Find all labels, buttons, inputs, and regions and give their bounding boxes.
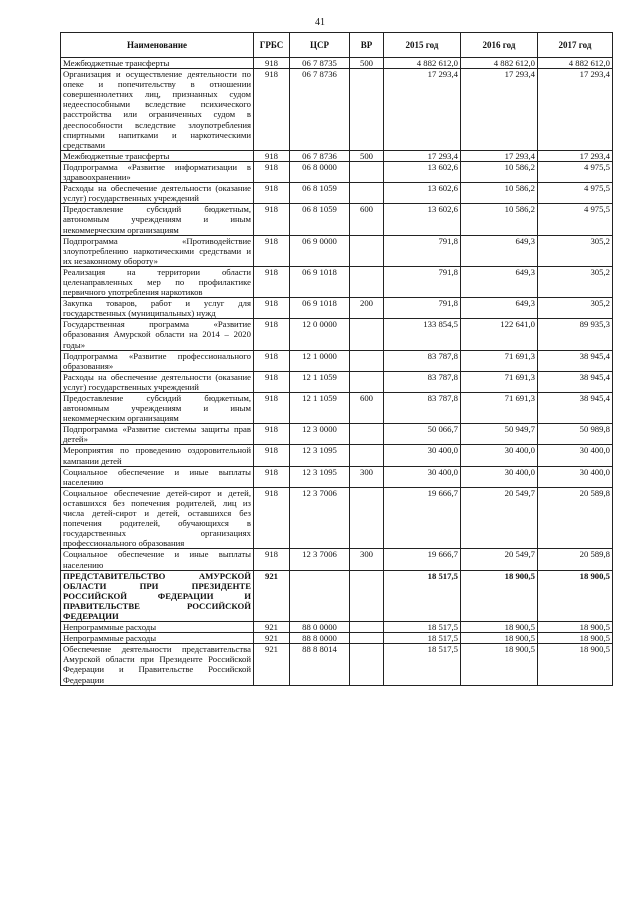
cell-csr: 06 8 1059 <box>290 204 350 235</box>
cell-name: Социальное обеспечение детей-сирот и детей, оставшихся без попечения родителей, лиц из числа детей-сирот и детей, оставшихся без попечения родителей, обучающихся в государственных организациях профессионального образования <box>61 487 254 549</box>
cell-2017: 17 293,4 <box>538 150 613 161</box>
cell-csr: 12 1 1059 <box>290 393 350 424</box>
cell-name: Расходы на обеспечение деятельности (оказание услуг) государственных учреждений <box>61 371 254 392</box>
cell-2015: 18 517,5 <box>384 633 461 644</box>
table-row <box>61 371 613 392</box>
cell-2016: 18 900,5 <box>461 570 538 621</box>
table-row <box>61 622 613 633</box>
cell-grbs: 918 <box>254 319 290 350</box>
cell-vr <box>350 319 384 350</box>
cell-2017: 30 400,0 <box>538 466 613 487</box>
cell-name: Подпрограмма «Развитие профессионального образования» <box>61 350 254 371</box>
header-grbs: ГРБС <box>254 33 290 58</box>
cell-csr: 88 8 0000 <box>290 633 350 644</box>
cell-name: ПРЕДСТАВИТЕЛЬСТВО АМУРСКОЙ ОБЛАСТИ ПРИ ПРЕЗИДЕНТЕ РОССИЙСКОЙ ФЕДЕРАЦИИ И ПРАВИТЕЛЬСТВЕ РОССИЙСКОЙ ФЕДЕРАЦИИ <box>61 570 254 621</box>
cell-vr <box>350 69 384 151</box>
cell-grbs: 918 <box>254 549 290 570</box>
cell-2016: 71 691,3 <box>461 350 538 371</box>
table-row <box>61 350 613 371</box>
cell-2015: 13 602,6 <box>384 183 461 204</box>
cell-2017: 18 900,5 <box>538 644 613 685</box>
cell-2015: 83 787,8 <box>384 350 461 371</box>
cell-vr <box>350 161 384 182</box>
cell-name: Предоставление субсидий бюджетным, автономным учреждениям и иным некоммерческим организациям <box>61 393 254 424</box>
cell-2017: 305,2 <box>538 266 613 297</box>
table-row <box>61 266 613 297</box>
cell-vr <box>350 633 384 644</box>
cell-2017: 30 400,0 <box>538 445 613 466</box>
table-row <box>61 150 613 161</box>
cell-2015: 4 882 612,0 <box>384 58 461 69</box>
table-row <box>61 69 613 151</box>
cell-2015: 17 293,4 <box>384 150 461 161</box>
cell-2017: 18 900,5 <box>538 633 613 644</box>
cell-grbs: 918 <box>254 161 290 182</box>
cell-2016: 20 549,7 <box>461 549 538 570</box>
cell-name: Расходы на обеспечение деятельности (оказание услуг) государственных учреждений <box>61 183 254 204</box>
cell-2016: 18 900,5 <box>461 622 538 633</box>
cell-2016: 649,3 <box>461 298 538 319</box>
cell-2015: 19 666,7 <box>384 487 461 549</box>
cell-2017: 89 935,3 <box>538 319 613 350</box>
cell-name: Межбюджетные трансферты <box>61 58 254 69</box>
cell-2015: 50 066,7 <box>384 424 461 445</box>
cell-2015: 83 787,8 <box>384 371 461 392</box>
cell-2017: 18 900,5 <box>538 570 613 621</box>
cell-csr: 06 7 8736 <box>290 69 350 151</box>
cell-grbs: 918 <box>254 150 290 161</box>
header-name: Наименование <box>61 33 254 58</box>
cell-2015: 18 517,5 <box>384 570 461 621</box>
table-row <box>61 445 613 466</box>
cell-grbs: 918 <box>254 204 290 235</box>
cell-2017: 20 589,8 <box>538 549 613 570</box>
cell-2017: 305,2 <box>538 235 613 266</box>
cell-vr: 500 <box>350 58 384 69</box>
cell-grbs: 918 <box>254 487 290 549</box>
cell-vr <box>350 235 384 266</box>
cell-vr <box>350 445 384 466</box>
cell-name: Закупка товаров, работ и услуг для государственных (муниципальных) нужд <box>61 298 254 319</box>
table-row <box>61 549 613 570</box>
cell-csr: 12 3 7006 <box>290 549 350 570</box>
table-row <box>61 161 613 182</box>
cell-name: Межбюджетные трансферты <box>61 150 254 161</box>
cell-csr: 12 3 0000 <box>290 424 350 445</box>
table-row <box>61 298 613 319</box>
cell-2015: 19 666,7 <box>384 549 461 570</box>
table-row <box>61 570 613 621</box>
cell-2017: 38 945,4 <box>538 393 613 424</box>
budget-table <box>60 32 613 686</box>
header-2017: 2017 год <box>538 33 613 58</box>
table-row <box>61 235 613 266</box>
header-csr: ЦСР <box>290 33 350 58</box>
cell-2016: 71 691,3 <box>461 371 538 392</box>
cell-vr <box>350 622 384 633</box>
cell-csr: 88 0 0000 <box>290 622 350 633</box>
cell-2016: 50 949,7 <box>461 424 538 445</box>
cell-grbs: 918 <box>254 183 290 204</box>
cell-name: Предоставление субсидий бюджетным, автономным учреждениям и иным некоммерческим организациям <box>61 204 254 235</box>
cell-name: Подпрограмма «Развитие системы защиты прав детей» <box>61 424 254 445</box>
cell-2016: 649,3 <box>461 235 538 266</box>
cell-2017: 4 975,5 <box>538 161 613 182</box>
cell-2015: 30 400,0 <box>384 466 461 487</box>
cell-2015: 30 400,0 <box>384 445 461 466</box>
cell-csr: 06 7 8736 <box>290 150 350 161</box>
table-row <box>61 644 613 685</box>
cell-vr: 600 <box>350 204 384 235</box>
cell-2016: 17 293,4 <box>461 150 538 161</box>
cell-name: Государственная программа «Развитие образования Амурской области на 2014 – 2020 годы» <box>61 319 254 350</box>
cell-csr: 06 8 1059 <box>290 183 350 204</box>
table-row <box>61 487 613 549</box>
cell-csr: 06 8 0000 <box>290 161 350 182</box>
cell-2015: 18 517,5 <box>384 644 461 685</box>
cell-2017: 18 900,5 <box>538 622 613 633</box>
cell-csr: 12 3 7006 <box>290 487 350 549</box>
cell-2017: 38 945,4 <box>538 350 613 371</box>
table-header-row <box>61 33 613 58</box>
cell-name: Подпрограмма «Развитие информатизации в здравоохранении» <box>61 161 254 182</box>
cell-vr: 300 <box>350 466 384 487</box>
cell-2015: 791,8 <box>384 266 461 297</box>
cell-name: Непрограммные расходы <box>61 622 254 633</box>
cell-2015: 17 293,4 <box>384 69 461 151</box>
cell-name: Мероприятия по проведению оздоровительной кампании детей <box>61 445 254 466</box>
cell-2016: 30 400,0 <box>461 466 538 487</box>
cell-csr: 12 3 1095 <box>290 445 350 466</box>
cell-grbs: 918 <box>254 235 290 266</box>
header-2016: 2016 год <box>461 33 538 58</box>
cell-2017: 305,2 <box>538 298 613 319</box>
cell-csr: 06 7 8735 <box>290 58 350 69</box>
cell-2016: 18 900,5 <box>461 644 538 685</box>
cell-grbs: 921 <box>254 622 290 633</box>
cell-name: Реализация на территории области целенаправленных мер по профилактике первичного употребления наркотиков <box>61 266 254 297</box>
cell-2015: 791,8 <box>384 235 461 266</box>
cell-csr: 12 1 0000 <box>290 350 350 371</box>
cell-vr: 600 <box>350 393 384 424</box>
cell-2016: 30 400,0 <box>461 445 538 466</box>
cell-2016: 4 882 612,0 <box>461 58 538 69</box>
cell-2015: 133 854,5 <box>384 319 461 350</box>
cell-2016: 122 641,0 <box>461 319 538 350</box>
cell-2017: 38 945,4 <box>538 371 613 392</box>
cell-vr <box>350 371 384 392</box>
cell-2017: 50 989,8 <box>538 424 613 445</box>
cell-name: Обеспечение деятельности представительства Амурской области при Президенте Российской Федерации и Правительстве Российской Федерации <box>61 644 254 685</box>
cell-name: Подпрограмма «Противодействие злоупотреблению наркотическими средствами и их незаконному обороту» <box>61 235 254 266</box>
cell-csr: 12 1 1059 <box>290 371 350 392</box>
cell-grbs: 918 <box>254 298 290 319</box>
cell-csr: 06 9 1018 <box>290 298 350 319</box>
cell-2016: 71 691,3 <box>461 393 538 424</box>
cell-csr: 12 0 0000 <box>290 319 350 350</box>
cell-2015: 13 602,6 <box>384 161 461 182</box>
cell-name: Непрограммные расходы <box>61 633 254 644</box>
table-row <box>61 633 613 644</box>
cell-name: Организация и осуществление деятельности по опеке и попечительству в отношении совершеннолетних лиц, признанных судом недееспособными вследствие психического расстройства или ограниченных судом в дееспособности вследствие злоупотребления спиртными напитками и наркотическими средствами <box>61 69 254 151</box>
cell-csr: 06 9 1018 <box>290 266 350 297</box>
cell-grbs: 921 <box>254 570 290 621</box>
cell-2016: 10 586,2 <box>461 161 538 182</box>
cell-csr: 88 8 8014 <box>290 644 350 685</box>
cell-vr <box>350 644 384 685</box>
table-row <box>61 183 613 204</box>
cell-2017: 17 293,4 <box>538 69 613 151</box>
cell-2017: 4 975,5 <box>538 204 613 235</box>
cell-2015: 13 602,6 <box>384 204 461 235</box>
cell-2017: 4 975,5 <box>538 183 613 204</box>
table-body <box>61 58 613 686</box>
cell-vr: 200 <box>350 298 384 319</box>
cell-grbs: 918 <box>254 424 290 445</box>
table-row <box>61 319 613 350</box>
cell-2016: 20 549,7 <box>461 487 538 549</box>
cell-vr <box>350 350 384 371</box>
cell-vr <box>350 266 384 297</box>
cell-grbs: 918 <box>254 445 290 466</box>
cell-2017: 20 589,8 <box>538 487 613 549</box>
table-row <box>61 424 613 445</box>
cell-grbs: 918 <box>254 58 290 69</box>
table-row <box>61 393 613 424</box>
cell-grbs: 921 <box>254 644 290 685</box>
cell-2015: 791,8 <box>384 298 461 319</box>
cell-vr: 300 <box>350 549 384 570</box>
cell-2016: 18 900,5 <box>461 633 538 644</box>
cell-vr <box>350 570 384 621</box>
cell-vr: 500 <box>350 150 384 161</box>
cell-csr: 12 3 1095 <box>290 466 350 487</box>
cell-2017: 4 882 612,0 <box>538 58 613 69</box>
header-vr: ВР <box>350 33 384 58</box>
cell-grbs: 918 <box>254 371 290 392</box>
table-row <box>61 204 613 235</box>
cell-grbs: 918 <box>254 69 290 151</box>
cell-grbs: 918 <box>254 266 290 297</box>
cell-grbs: 921 <box>254 633 290 644</box>
cell-name: Социальное обеспечение и иные выплаты населению <box>61 549 254 570</box>
page-number: 41 <box>315 17 325 28</box>
cell-2016: 10 586,2 <box>461 183 538 204</box>
cell-2016: 10 586,2 <box>461 204 538 235</box>
cell-vr <box>350 487 384 549</box>
cell-grbs: 918 <box>254 350 290 371</box>
cell-csr: 06 9 0000 <box>290 235 350 266</box>
cell-2016: 17 293,4 <box>461 69 538 151</box>
cell-grbs: 918 <box>254 466 290 487</box>
cell-grbs: 918 <box>254 393 290 424</box>
cell-name: Социальное обеспечение и иные выплаты населению <box>61 466 254 487</box>
table-row <box>61 466 613 487</box>
cell-vr <box>350 183 384 204</box>
header-2015: 2015 год <box>384 33 461 58</box>
table-row <box>61 58 613 69</box>
cell-vr <box>350 424 384 445</box>
cell-csr <box>290 570 350 621</box>
cell-2015: 83 787,8 <box>384 393 461 424</box>
cell-2016: 649,3 <box>461 266 538 297</box>
cell-2015: 18 517,5 <box>384 622 461 633</box>
